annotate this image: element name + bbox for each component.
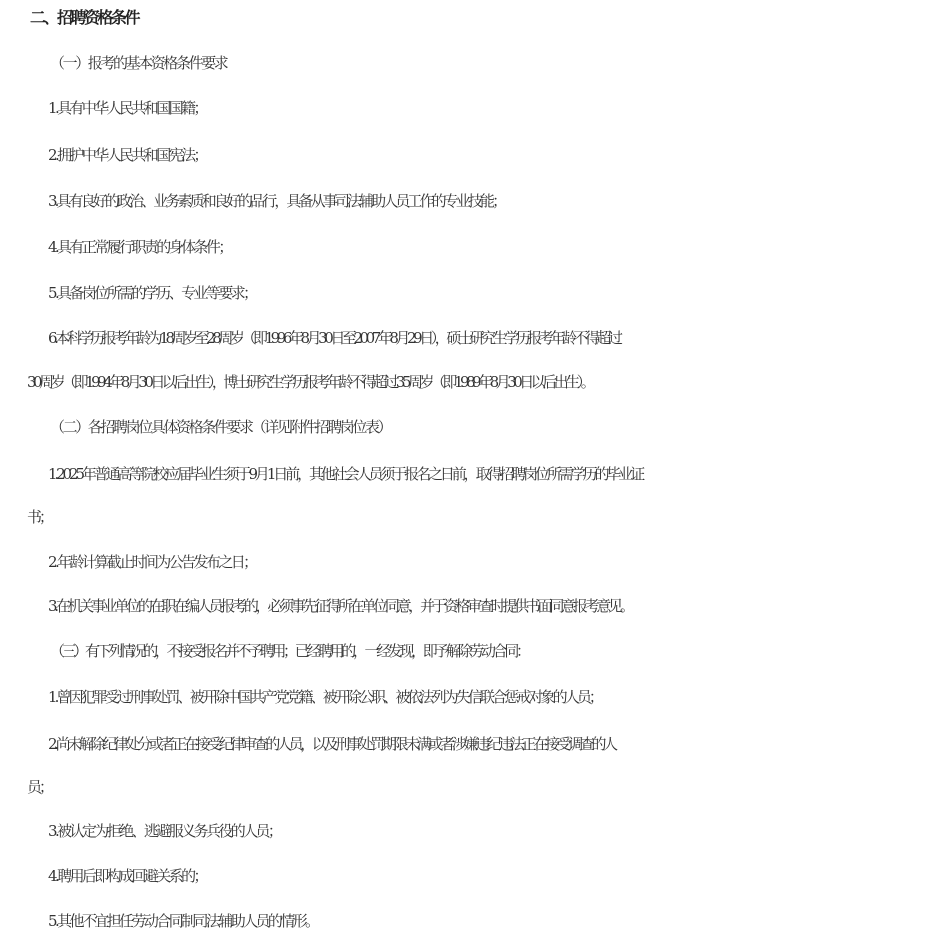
part2-item-1-continued: 书； — [27, 508, 52, 526]
part1-item-4: 4.具有正常履行职责的身体条件； — [48, 238, 231, 256]
part2-item-3: 3.在机关事业单位的在职在编人员报考的，必须事先征得所在单位同意，并于资格审查时提供书面同意报考意见。 — [48, 597, 632, 615]
part2-item-1: 1.2025年普通高等院校应届毕业生须于9月1日前，其他社会人员须于报名之日前，取得招聘岗位所需学历的毕业证 — [48, 465, 643, 483]
part3-item-2: 2.尚未解除纪律处分或者正在接受纪律审查的人员，以及刑事处罚期限未满或者涉嫌违纪违法正在接受调查的人 — [48, 735, 615, 753]
part3-title: （三）有下列情况的，不接受报名并不予聘用；已经聘用的，一经发现，即予解除劳动合同： — [50, 642, 528, 660]
part1-item-6-continued: 30周岁（即1994年8月30日以后出生），博士研究生学历报考年龄不得超过35周岁（即1989年8月30日以后出生）。 — [27, 373, 593, 391]
part3-item-3: 3.被认定为拒绝、逃避服义务兵役的人员； — [48, 822, 281, 840]
part1-item-5: 5.具备岗位所需的学历、专业等要求； — [48, 284, 256, 302]
part3-item-1: 1.曾因犯罪受过刑事处罚、被开除中国共产党党籍、被开除公职、被依法列为失信联合惩戒对象的人员； — [48, 688, 602, 706]
part1-item-2: 2.拥护中华人民共和国宪法； — [48, 146, 206, 164]
part2-title: （二）各招聘岗位具体资格条件要求（详见附件招聘岗位表） — [50, 418, 391, 436]
part3-item-5: 5.其他不宜担任劳动合同制司法辅助人员的情形。 — [48, 912, 318, 930]
part3-item-4: 4.聘用后即构成回避关系的； — [48, 867, 206, 885]
part1-item-6: 6.本科学历报考年龄为18周岁至28周岁（即1996年8月30日至2007年8月29日），硕士研究生学历报考年龄不得超过 — [48, 329, 620, 347]
part1-title: （一）报考的基本资格条件要求 — [50, 54, 227, 72]
section-heading: 二、招聘资格条件 — [30, 8, 139, 27]
part2-item-2: 2.年龄计算截止时间为公告发布之日； — [48, 553, 256, 571]
part1-item-3: 3.具有良好的政治、业务素质和良好的品行，具备从事司法辅助人员工作的专业技能； — [48, 192, 505, 210]
part3-item-2-continued: 员； — [27, 778, 52, 796]
part1-item-1: 1.具有中华人民共和国国籍； — [48, 99, 206, 117]
